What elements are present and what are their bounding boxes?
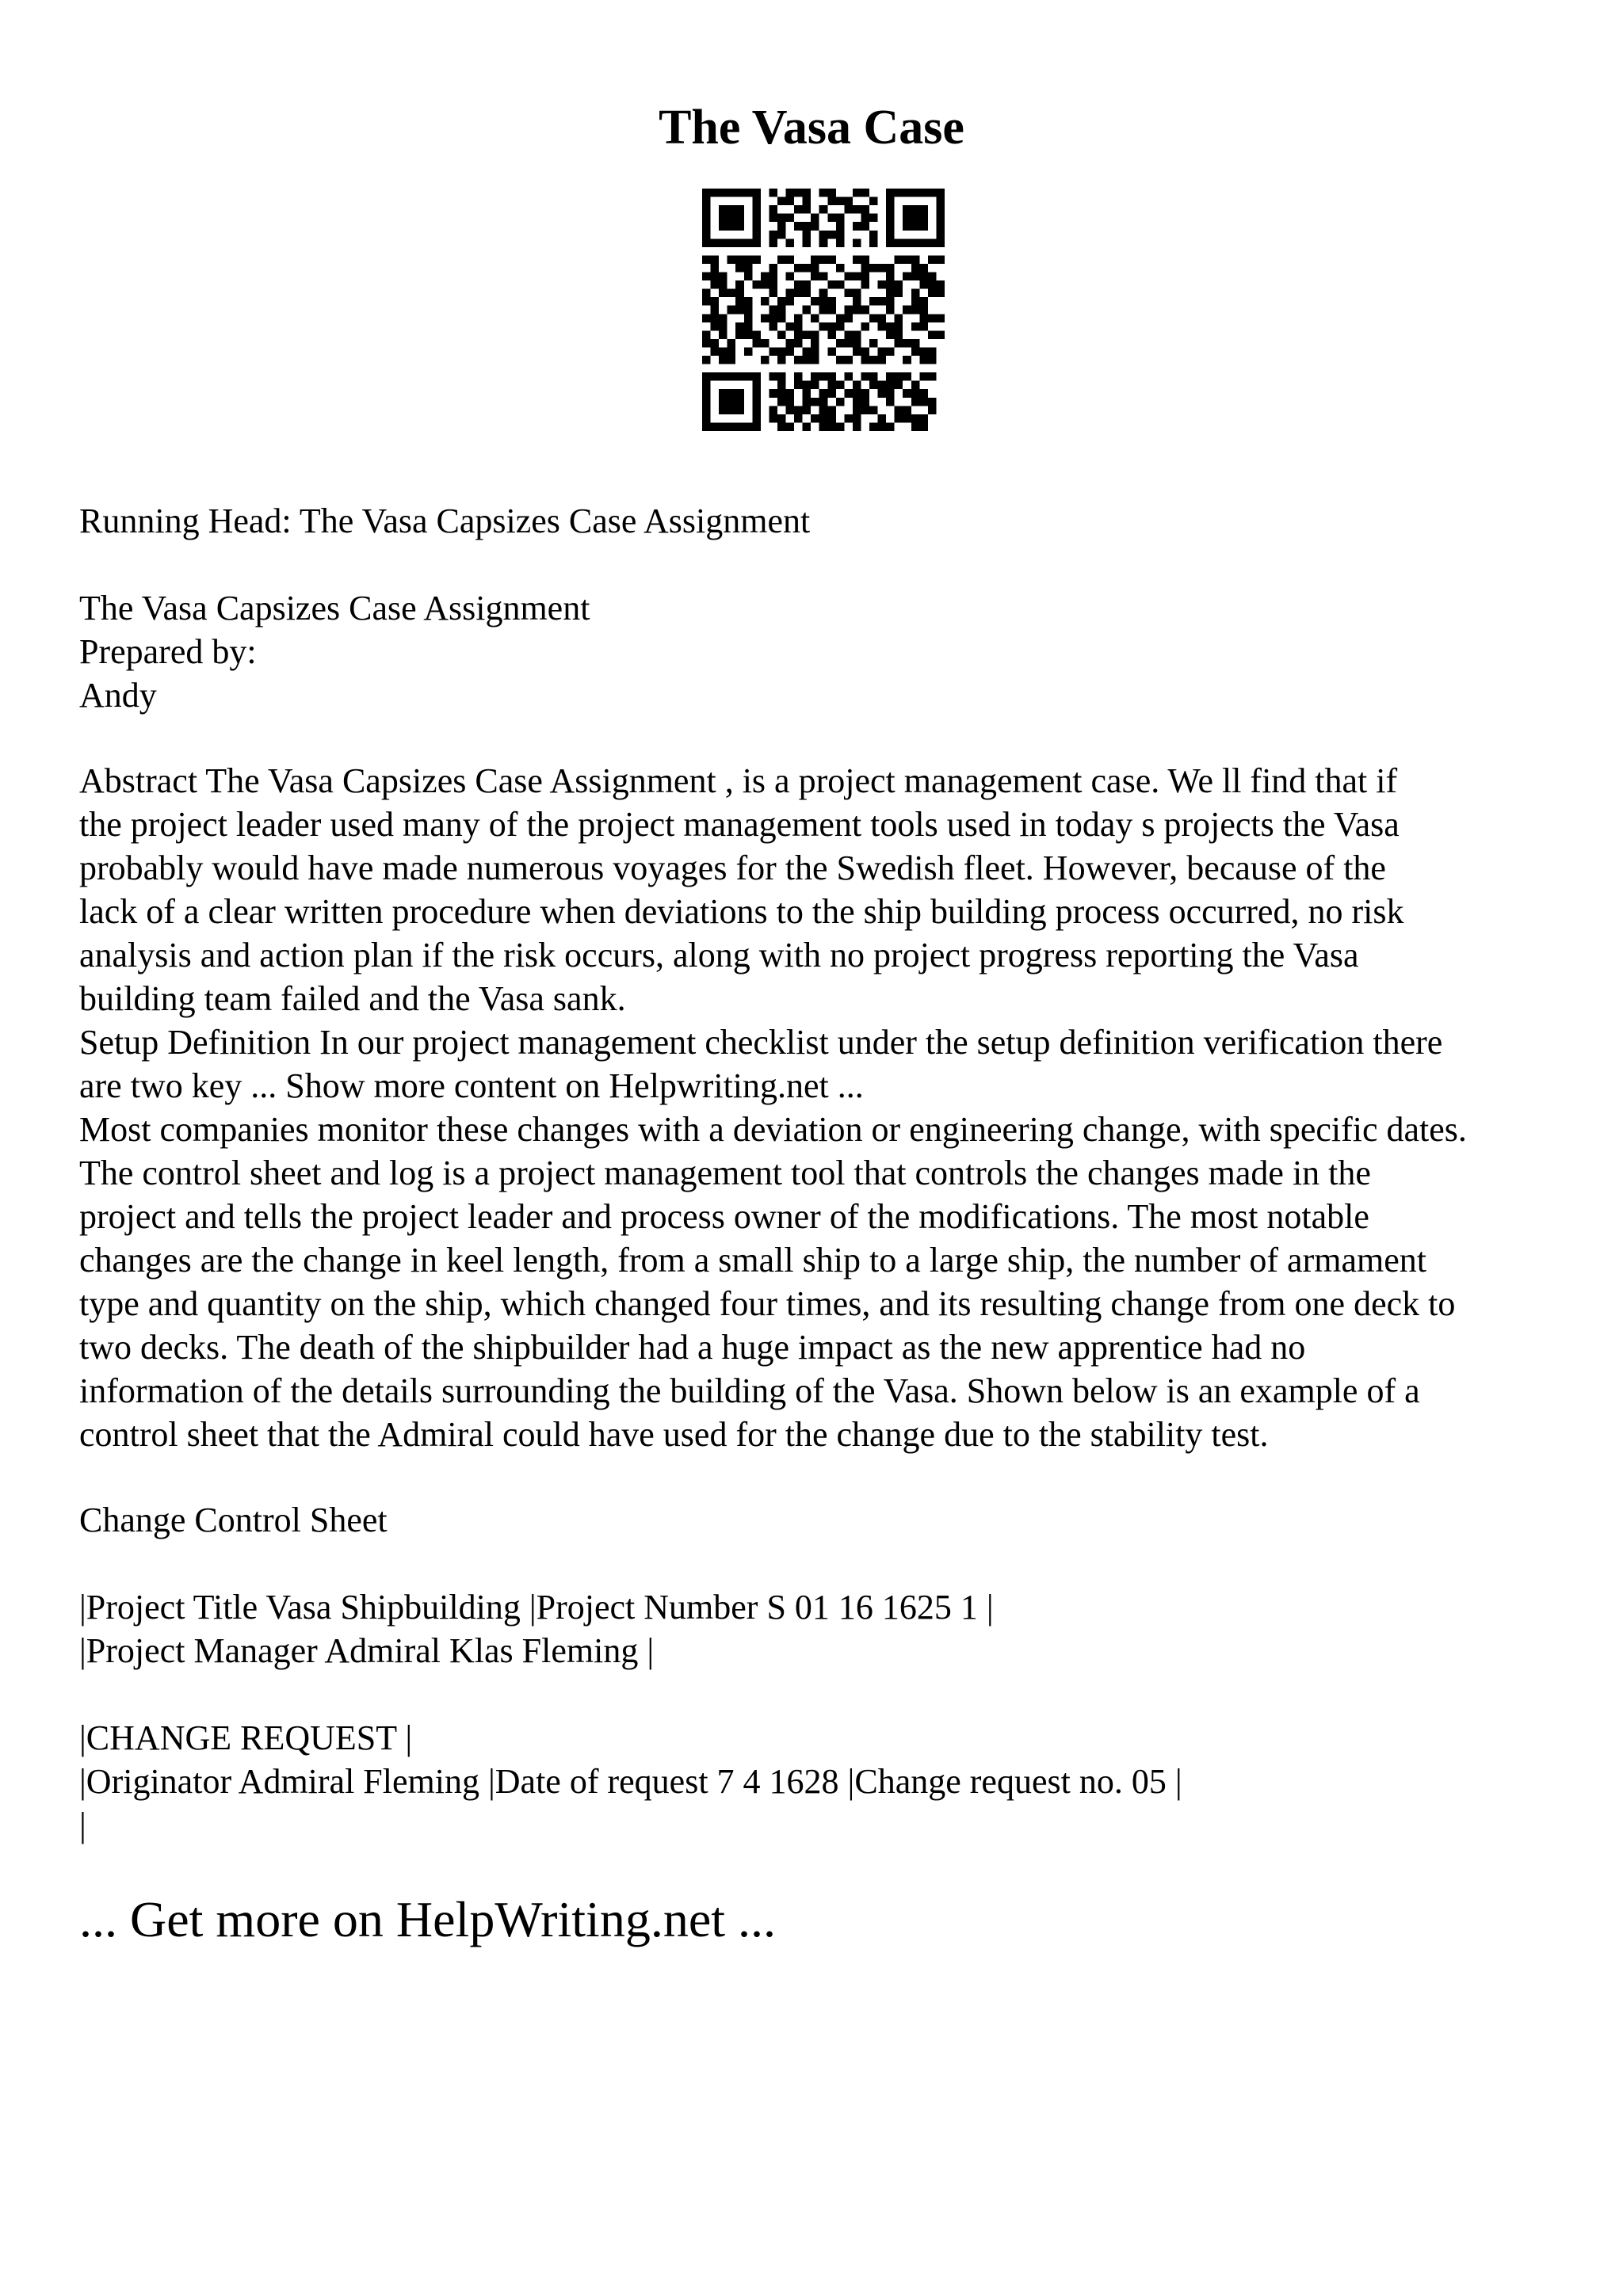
project-title-row: |Project Title Vasa Shipbuilding |Project Number S 01 16 1625 1 | <box>79 1588 994 1627</box>
abstract-line: analysis and action plan if the risk occurs, along with no project progress reporting the Vasa <box>79 936 1359 974</box>
project-info-block <box>79 1585 1553 1672</box>
helpwriting-link[interactable]: ... Get more on HelpWriting.net ... <box>79 1891 776 1947</box>
prepared-by-label: Prepared by: <box>79 632 257 671</box>
qr-code-svg <box>702 189 945 431</box>
abstract-paragraph <box>79 759 1553 1020</box>
running-head: Running Head: The Vasa Capsizes Case Assignment <box>79 502 811 540</box>
setup-definition-paragraph <box>79 1020 1553 1108</box>
change-request-header: |CHANGE REQUEST | <box>79 1718 413 1757</box>
control-sheet-title: Change Control Sheet <box>79 1501 388 1539</box>
change-control-paragraph <box>79 1108 1553 1456</box>
document-title: The Vasa Case <box>659 101 964 154</box>
prepared-block <box>79 586 1553 717</box>
author-name: Andy <box>79 676 157 715</box>
paragraph-line: information of the details surrounding the building of the Vasa. Shown below is an example of a <box>79 1371 1420 1410</box>
setup-line: are two key ... Show more content on Helpwriting.net ... <box>79 1066 864 1105</box>
change-request-trailing: | <box>79 1806 86 1844</box>
paragraph-line: project and tells the project leader and process owner of the modifications. The most notable <box>79 1197 1369 1236</box>
project-manager-row: |Project Manager Admiral Klas Fleming | <box>79 1631 655 1670</box>
paragraph-line: two decks. The death of the shipbuilder had a huge impact as the new apprentice had no <box>79 1328 1306 1367</box>
change-request-block <box>79 1716 1553 1847</box>
abstract-line: building team failed and the Vasa sank. <box>79 979 626 1018</box>
abstract-line: the project leader used many of the project management tools used in today s projects the Vasa <box>79 805 1400 844</box>
setup-line: Setup Definition In our project management checklist under the setup definition verification there <box>79 1023 1443 1062</box>
abstract-line: Abstract The Vasa Capsizes Case Assignment , is a project management case. We ll find that if <box>79 761 1398 800</box>
abstract-line: probably would have made numerous voyages for the Swedish fleet. However, because of the <box>79 849 1386 887</box>
prepared-title-line: The Vasa Capsizes Case Assignment <box>79 589 590 627</box>
paragraph-line: control sheet that the Admiral could have used for the change due to the stability test. <box>79 1415 1269 1454</box>
qr-code-icon <box>702 189 945 431</box>
paragraph-line: The control sheet and log is a project management tool that controls the changes made in the <box>79 1154 1371 1192</box>
paragraph-line: type and quantity on the ship, which changed four times, and its resulting change from one deck to <box>79 1284 1456 1323</box>
paragraph-line: changes are the change in keel length, from a small ship to a large ship, the number of armament <box>79 1241 1426 1280</box>
paragraph-line: Most companies monitor these changes with a deviation or engineering change, with specific dates. <box>79 1110 1467 1149</box>
abstract-line: lack of a clear written procedure when deviations to the ship building process occurred, no risk <box>79 892 1404 931</box>
change-request-row: |Originator Admiral Fleming |Date of request 7 4 1628 |Change request no. 05 | <box>79 1762 1182 1801</box>
